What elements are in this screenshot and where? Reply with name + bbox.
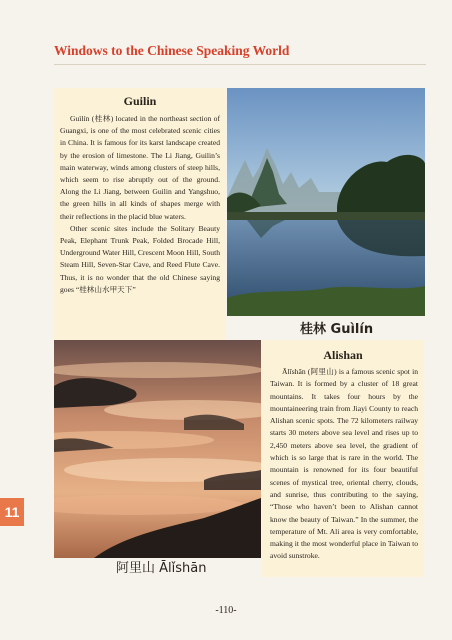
alishan-photo-caption: 阿里山 Ālǐshān	[116, 561, 207, 576]
alishan-body	[262, 366, 424, 563]
running-header: Windows to the Chinese Speaking World	[54, 43, 290, 58]
guilin-paragraph-2: Other scenic sites include the Solitary Beauty Peak, Elephant Trunk Peak, Folded Brocade Hill, Underground Water Hill, Crescent Moon Hill, South Steam Hill, Seven-Star Cave, and Reed Flute Cave. Thus, it is no wonder that the old Chinese saying goes “桂林山水甲天下”	[60, 223, 220, 294]
alishan-title: Alishan	[323, 348, 363, 362]
alishan-photo	[54, 340, 261, 558]
guilin-paragraph-1: Guìlín (桂林) located in the northeast section of Guangxi, is one of the most celebrated scenic cities in China. It is famous for its karst landscape created by the erosion of limestone. The Li Jiang, Guilin’s main waterway, winds among clusters of steep hills, which seem to rise abruptly out of the ground. Along the Li Jiang, between Guilin and Yangshuo, the green hills in all kinds of shapes merge with their reflections in the placid blue waters.	[60, 114, 220, 221]
guilin-body	[54, 113, 226, 296]
page-number: -110-	[215, 605, 237, 616]
guilin-text-box	[54, 88, 226, 343]
alishan-paragraph-1: Ālǐshān (阿里山) is a famous scenic spot in Taiwan. It is formed by a cluster of 18 great mountains. It takes four hours by the mountaineering train from Jiayi County to reach Alishan scenic spots. The 72 kilometers railway starts 30 meters above sea level and rises up to 2,450 meters above sea level, the gradient of which is so large that is rare in the world. The mountain is renowned for its four beautiful scenes of mystical tree, oriental cherry, clouds, and sunrise, thus contributing to the saying, “Those who haven’t been to Alishan cannot know the beauty of Taiwan.” In the summer, the temperature of Mt. Ali area is very comfortable, making it the most wonderful place in Taiwan to avoid sunstroke.	[270, 367, 418, 561]
chapter-tab: 11	[0, 498, 24, 526]
guilin-title: Guilin	[123, 94, 157, 108]
alishan-text-box	[262, 340, 424, 577]
guilin-photo-caption: 桂林 Guìlín	[300, 322, 374, 337]
header-rule	[54, 64, 426, 65]
guilin-photo	[227, 88, 425, 316]
